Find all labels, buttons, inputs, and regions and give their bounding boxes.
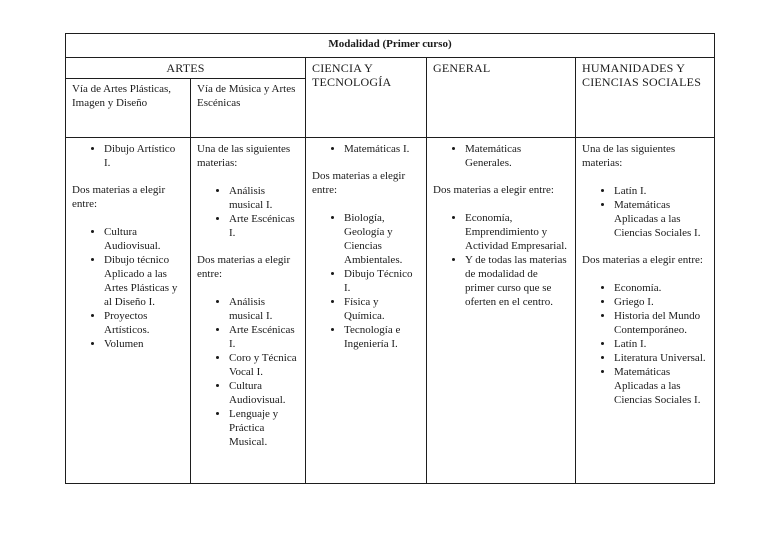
choose-two-label: Dos materias a elegir entre: <box>197 254 291 280</box>
path-musica: Vía de Música y Artes Escénicas <box>191 79 306 138</box>
choose-two-list <box>197 295 299 449</box>
list-item: • Análisis musical I. <box>229 295 299 323</box>
choose-two-list <box>312 211 420 351</box>
choose-two-label: Dos materias a elegir entre: <box>582 254 703 266</box>
choose-one-list <box>582 184 708 240</box>
cell-general <box>427 138 576 484</box>
list-item: • Lenguaje y Práctica Musical. <box>229 407 299 449</box>
path-plasticas: Vía de Artes Plásticas, Imagen y Diseño <box>66 79 191 138</box>
list-item: • Latín I. <box>614 184 708 198</box>
content-row <box>66 138 715 484</box>
choose-two-label: Dos materias a elegir entre: <box>72 184 166 210</box>
choose-one-list <box>197 184 299 240</box>
list-item: • Literatura Universal. <box>614 351 708 365</box>
cell-ciencia <box>306 138 427 484</box>
required-list <box>312 142 420 156</box>
area-humanidades: HUMANIDADES Y CIENCIAS SOCIALES <box>576 58 715 138</box>
list-item: • Economía, Emprendimiento y Actividad Empresarial. <box>465 211 569 253</box>
list-item: • Latín I. <box>614 337 708 351</box>
table-title: Modalidad (Primer curso) <box>66 34 715 58</box>
list-item: • Biología, Geología y Ciencias Ambientales. <box>344 211 420 267</box>
list-item: • Matemáticas I. <box>344 142 420 156</box>
list-item: • Coro y Técnica Vocal I. <box>229 351 299 379</box>
list-item: • Arte Escénicas I. <box>229 323 299 351</box>
choose-two-label: Dos materias a elegir entre: <box>312 170 406 196</box>
choose-two-list <box>582 281 708 407</box>
list-item: • Cultura Audiovisual. <box>104 225 184 253</box>
area-artes: ARTES <box>66 58 306 79</box>
list-item: • Física y Química. <box>344 295 420 323</box>
list-item: • Cultura Audiovisual. <box>229 379 299 407</box>
choose-two-list <box>72 225 184 351</box>
list-item: • Volumen <box>104 337 184 351</box>
cell-musica <box>191 138 306 484</box>
list-item: • Y de todas las materias de modalidad de primer curso que se oferten en el centro. <box>465 253 569 309</box>
list-item: • Análisis musical I. <box>229 184 299 212</box>
list-item: • Tecnología e Ingeniería I. <box>344 323 420 351</box>
choose-one-label: Una de las siguientes materias: <box>197 143 291 169</box>
area-ciencia: CIENCIA Y TECNOLOGÍA <box>306 58 427 138</box>
list-item: • Griego I. <box>614 295 708 309</box>
list-item: • Historia del Mundo Contemporáneo. <box>614 309 708 337</box>
required-list <box>433 142 569 170</box>
list-item: • Matemáticas Generales. <box>465 142 569 170</box>
cell-plasticas <box>66 138 191 484</box>
area-row <box>66 58 715 79</box>
choose-one-label: Una de las siguientes materias: <box>582 143 676 169</box>
cell-humanidades <box>576 138 715 484</box>
list-item: • Proyectos Artísticos. <box>104 309 184 337</box>
list-item: • Dibujo Técnico I. <box>344 267 420 295</box>
list-item: • Dibujo técnico Aplicado a las Artes Plásticas y al Diseño I. <box>104 253 184 309</box>
choose-two-list <box>433 211 569 309</box>
list-item: • Dibujo Artístico I. <box>104 142 184 170</box>
modalidad-table <box>65 33 715 484</box>
required-list <box>72 142 184 170</box>
list-item: • Economía. <box>614 281 708 295</box>
list-item: • Matemáticas Aplicadas a las Ciencias Sociales I. <box>614 365 708 407</box>
list-item: • Arte Escénicas I. <box>229 212 299 240</box>
choose-two-label: Dos materias a elegir entre: <box>433 184 554 196</box>
list-item: • Matemáticas Aplicadas a las Ciencias Sociales I. <box>614 198 708 240</box>
title-row <box>66 34 715 58</box>
area-general: GENERAL <box>427 58 576 138</box>
